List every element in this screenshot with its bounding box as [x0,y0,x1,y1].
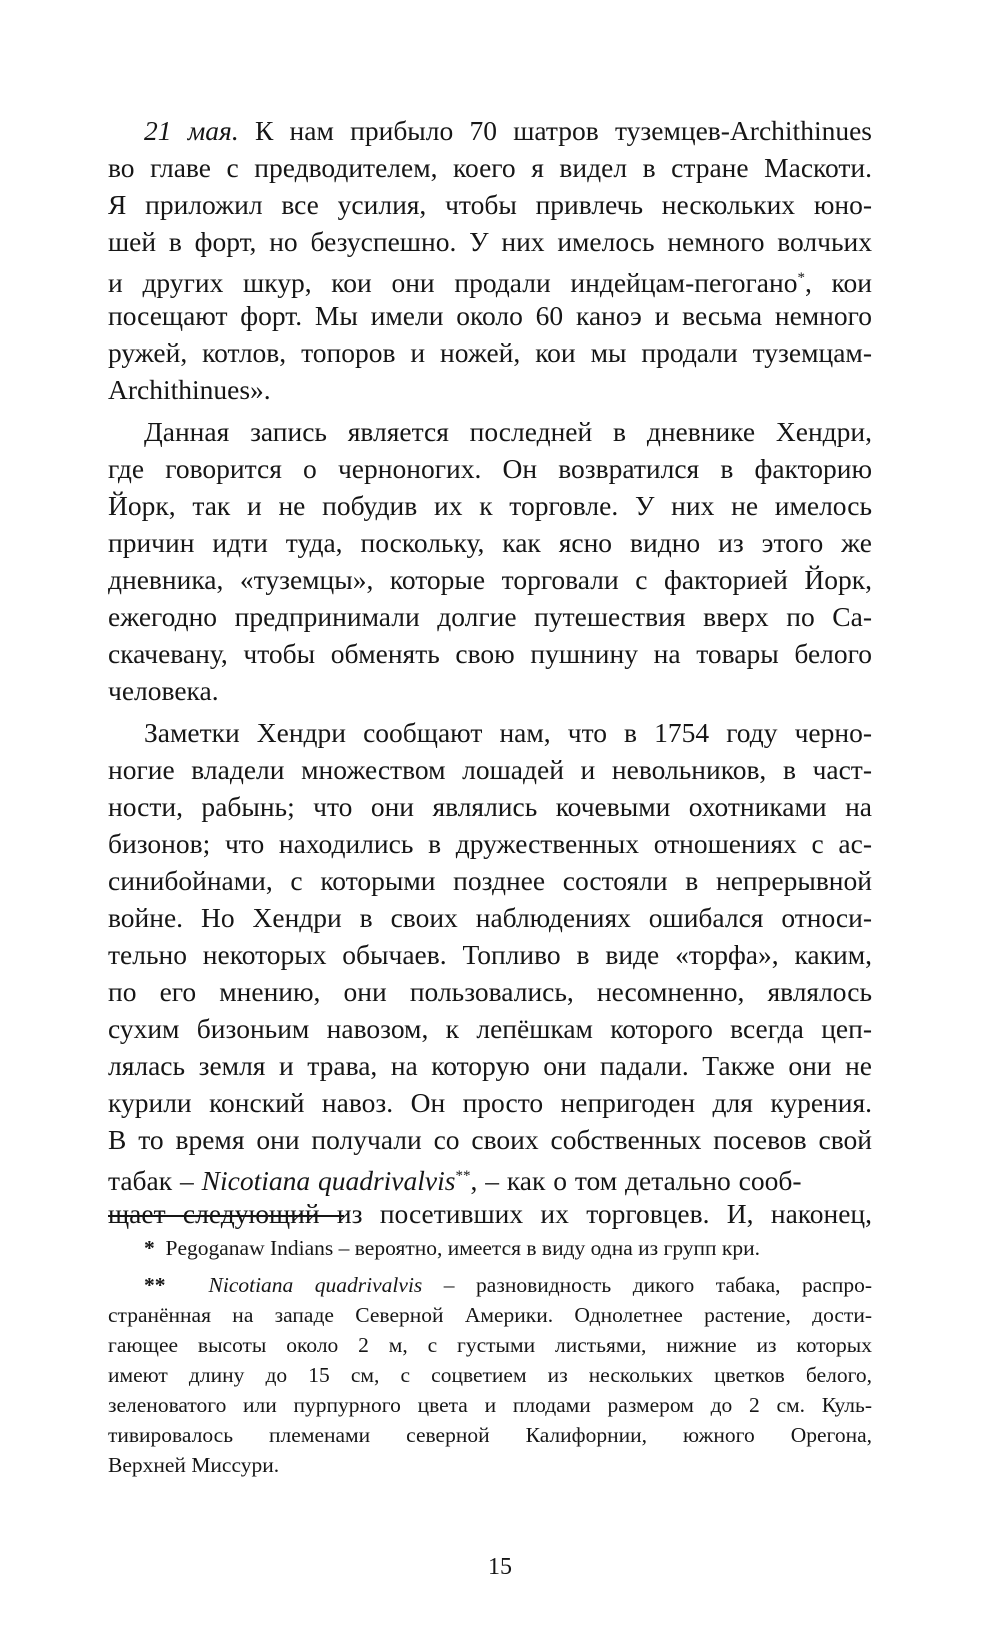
paragraph-diary-entry [108,112,872,408]
text-line: скачевану, чтобы обменять свою пушнину на товары белого [108,638,872,669]
paragraph-last-entry [108,413,872,709]
text-line: посещают форт. Мы имели около 60 каноэ и весьма немного [108,300,872,331]
footnote-line: странённая на западе Северной Америки. Однолетнее растение, дости- [108,1303,872,1327]
footnote-line: зеленоватого или пурпурного цвета и плодами размером до 2 см. Куль- [108,1393,872,1417]
footnote-line: * Pegoganaw Indians – вероятно, имеется в виду одна из групп кри. [144,1236,761,1260]
footnote-divider [108,1215,344,1217]
text-line: Данная запись является последней в дневнике Хендри, [144,416,872,447]
footnote-line: тивировалось племенами северной Калифорнии, южного Орегона, [108,1423,872,1447]
footnote-line: Верхней Миссури. [108,1453,280,1477]
text-line: курили конский навоз. Он просто непригоден для курения. [108,1087,872,1118]
text-line: шей в форт, но безуспешно. У них имелось немного волчьих [108,226,872,257]
footnote-line: гающее высоты около 2 м, с густыми листьями, нижние из которых [108,1333,872,1357]
footnote-line: имеют длину до 15 см, с соцветием из нескольких цветков белого, [108,1363,872,1387]
text-line: синибойнами, с которыми позднее состояли в непрерывной [108,865,872,896]
text-line: человека. [108,675,219,706]
footnote-ref[interactable]: ** [455,1168,471,1184]
text-line: по его мнению, они пользовались, несомненно, являлось [108,976,872,1007]
text-line: В то время они получали со своих собственных посевов свой [108,1124,872,1155]
text-line: Заметки Хендри сообщают нам, что в 1754 году черно- [144,717,872,748]
footnote-1 [108,1233,872,1263]
footnote-line: ** Nicotiana quadrivalvis – разновидность дикого табака, распро- [144,1273,873,1297]
text-line: тельно некоторых обычаев. Топливо в виде «торфа», каким, [108,939,872,970]
italic-term: Nicotiana quadrivalvis [201,1165,456,1197]
text-line: дневника, «туземцы», которые торговали с факторией Йорк, [108,564,872,595]
text-line: сухим бизоньим навозом, к лепёшкам которого всегда цеп- [108,1013,872,1044]
text-line: табак – Nicotiana quadrivalvis**, – как о том детально сооб- [108,1165,802,1197]
page-number: 15 [488,1554,512,1580]
text-line: ежегодно предпринимали долгие путешествия вверх по Са- [108,601,872,632]
text-line: ности, рабынь; что они являлись кочевыми охотниками на [108,791,872,822]
text-line: Я приложил все усилия, чтобы привлечь нескольких юно- [108,189,872,220]
text-line: ружей, котлов, топоров и ножей, кои мы продали туземцам- [108,337,872,368]
text-line: Йорк, так и не побудив их к торговле. У них не имелось [108,490,872,521]
footnote-mark: ** [144,1273,166,1297]
text-line: где говорится о черноногих. Он возвратился в факторию [108,453,872,484]
paragraph-hendry-notes [108,714,872,1232]
text-line: лялась земля и трава, на которую они падали. Также они не [108,1050,872,1081]
text-line: Archithinues». [108,374,271,405]
text-line: причин идти туда, поскольку, как ясно видно из этого же [108,527,872,558]
text-line: бизонов; что находились в дружественных отношениях с ас- [108,828,872,859]
text-line: щает следующий из посетивших их торговцев. И, наконец, [108,1198,872,1229]
footnote-term: Nicotiana quadrivalvis [208,1273,423,1297]
text-line: и других шкур, кои они продали индейцам-пегогано*, кои [108,267,872,299]
text-line: во главе с предводителем, коего я видел в стране Маскоти. [108,152,872,183]
main-text [108,112,872,1232]
text-line: войне. Но Хендри в своих наблюдениях ошибался относи- [108,902,872,933]
text-line: ногие владели множеством лошадей и невольников, в част- [108,754,872,785]
footnote-term: Pegoganaw Indians [165,1236,334,1260]
footnotes [108,1233,872,1480]
footnote-2 [108,1270,872,1480]
footnote-ref[interactable]: * [797,270,805,286]
text-line: 21 мая. К нам прибыло 70 шатров туземцев-Archithinues [144,115,872,146]
date-lead: 21 мая. [144,115,239,146]
footnote-mark: * [144,1236,155,1260]
